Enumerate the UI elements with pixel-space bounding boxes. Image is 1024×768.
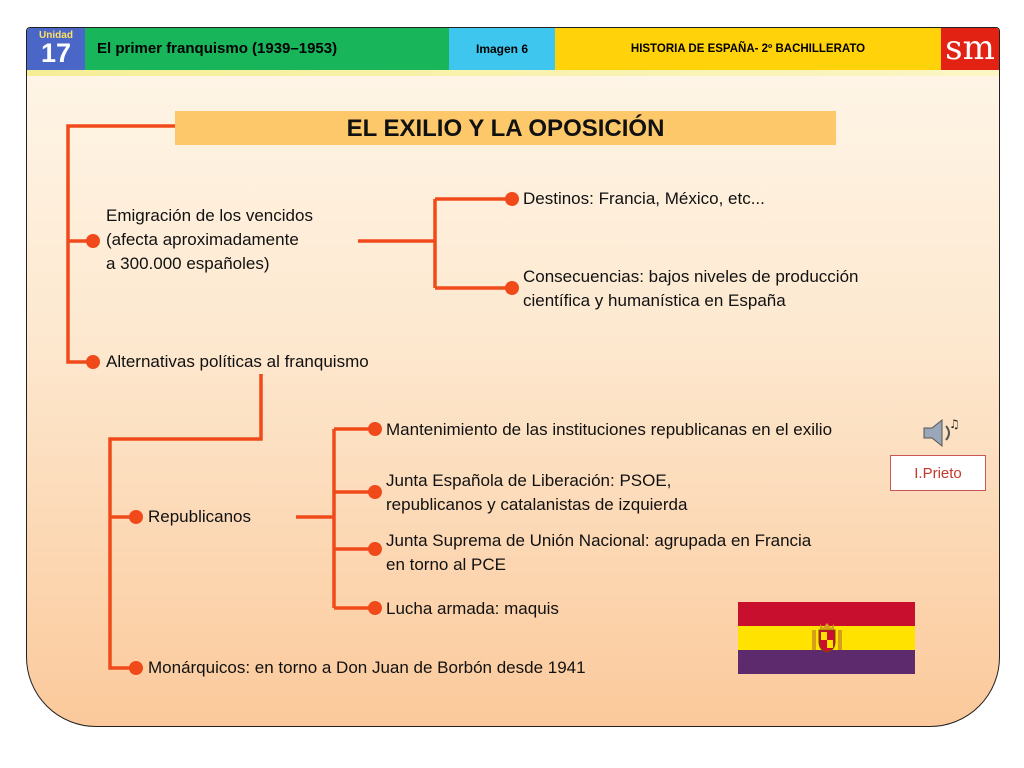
image-label: Imagen 6 bbox=[449, 28, 555, 70]
speaker-icon[interactable] bbox=[922, 416, 960, 450]
unit-label: Unidad bbox=[39, 30, 73, 41]
junta-espanola-line-2: republicanos y catalanistas de izquierda bbox=[386, 495, 688, 514]
unit-title: El primer franquismo (1939–1953) bbox=[85, 28, 449, 70]
emigration-line-3: a 300.000 españoles) bbox=[106, 254, 270, 273]
emigration-text bbox=[106, 204, 313, 276]
institutions-text: Mantenimiento de las instituciones republicanas en el exilio bbox=[386, 420, 833, 439]
consequences-text bbox=[523, 265, 858, 313]
bullet-alternatives bbox=[86, 355, 100, 369]
emigration-line-2: (afecta aproximadamente bbox=[106, 230, 299, 249]
course-label: HISTORIA DE ESPAÑA- 2º BACHILLERATO bbox=[555, 28, 941, 70]
junta-espanola-text bbox=[386, 469, 687, 517]
coat-of-arms-icon bbox=[810, 622, 844, 654]
publisher-logo: sm bbox=[941, 28, 999, 70]
junta-suprema-line-1: Junta Suprema de Unión Nacional: agrupada en Francia bbox=[386, 531, 812, 550]
diagram-title: EL EXILIO Y LA OPOSICIÓN bbox=[175, 111, 836, 145]
republic-flag bbox=[738, 602, 915, 674]
emigration-line-1: Emigración de los vencidos bbox=[106, 206, 313, 225]
junta-suprema-line-2: en torno al PCE bbox=[386, 555, 507, 574]
bullet-republicans bbox=[129, 510, 143, 524]
junta-suprema-text bbox=[386, 529, 811, 577]
bullet-consequences bbox=[505, 281, 519, 295]
alternatives-text: Alternativas políticas al franquismo bbox=[106, 352, 369, 371]
bullet-institutions bbox=[368, 422, 382, 436]
svg-text:♫: ♫ bbox=[949, 417, 960, 431]
bullet-emigration bbox=[86, 234, 100, 248]
republicans-text: Republicanos bbox=[148, 507, 252, 526]
author-box: I.Prieto bbox=[890, 455, 986, 491]
bullet-destinations bbox=[505, 192, 519, 206]
bullet-junta-suprema bbox=[368, 542, 382, 556]
monarchists-text: Monárquicos: en torno a Don Juan de Borbón desde 1941 bbox=[148, 658, 586, 677]
bullet-maquis bbox=[368, 601, 382, 615]
maquis-text: Lucha armada: maquis bbox=[386, 599, 559, 618]
junta-espanola-line-1: Junta Española de Liberación: PSOE, bbox=[386, 471, 672, 490]
destinations-text: Destinos: Francia, México, etc... bbox=[523, 189, 765, 208]
unit-number: 17 bbox=[40, 38, 72, 68]
consequences-line-2: científica y humanística en España bbox=[523, 291, 786, 310]
consequences-line-1: Consecuencias: bajos niveles de producción bbox=[523, 267, 859, 286]
bullet-junta-espanola bbox=[368, 485, 382, 499]
bullet-monarchists bbox=[129, 661, 143, 675]
